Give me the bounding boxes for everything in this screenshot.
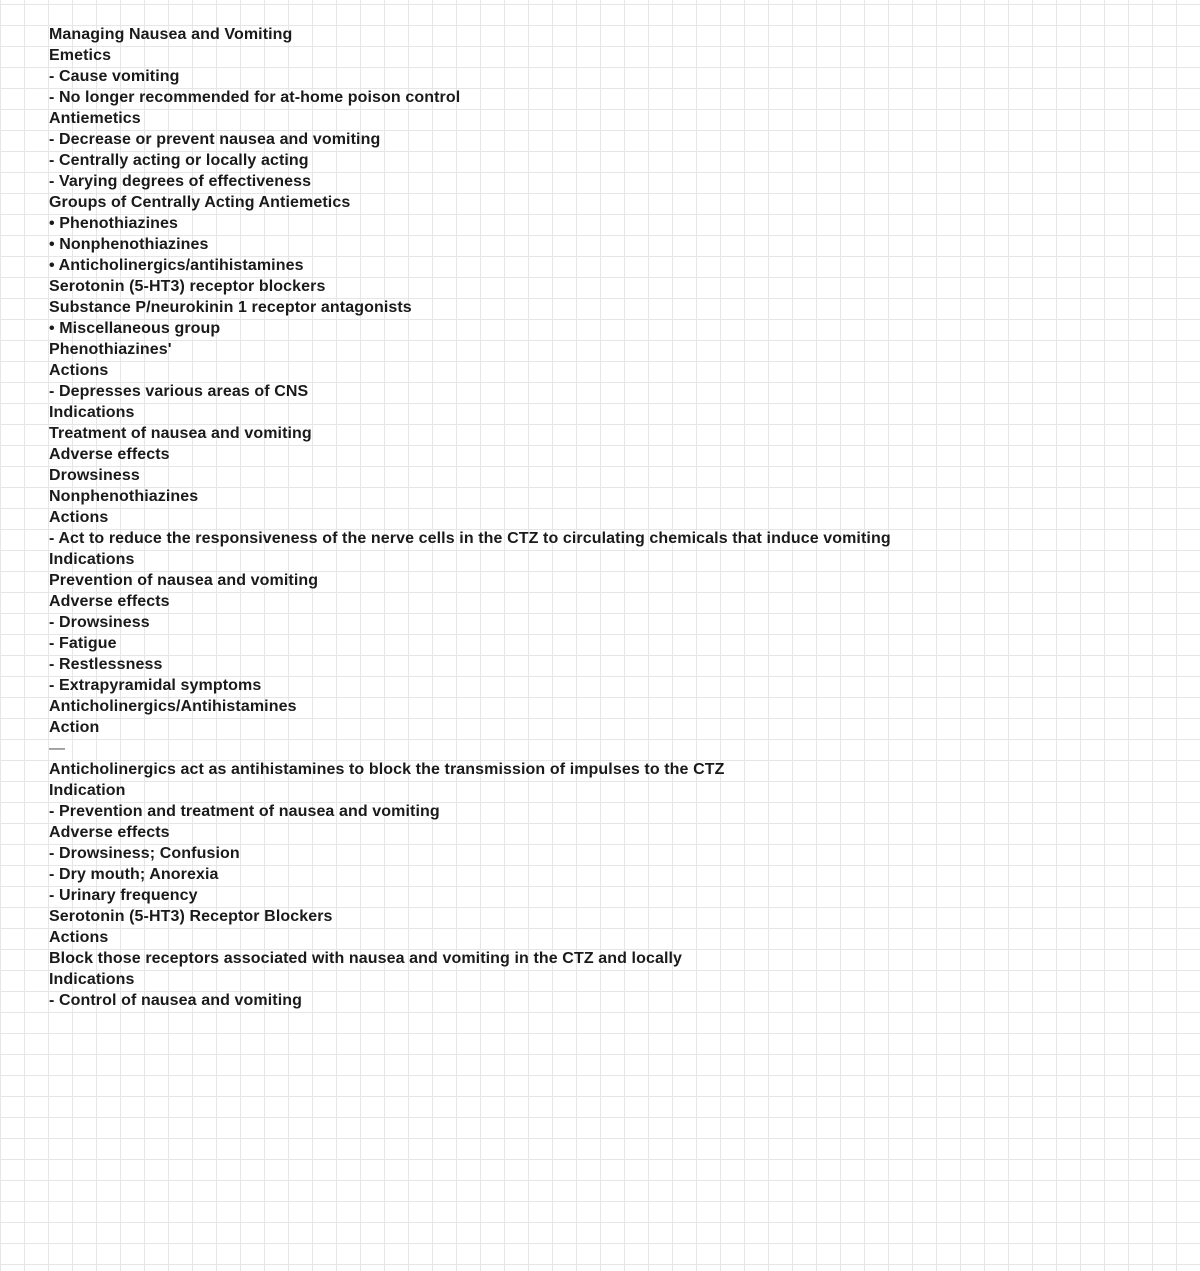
note-heading: Serotonin (5-HT3) Receptor Blockers xyxy=(49,908,333,925)
note-subheading: Indications xyxy=(49,404,135,421)
note-heading: Groups of Centrally Acting Antiemetics xyxy=(49,194,351,211)
note-subheading: Indications xyxy=(49,551,135,568)
note-bullet: - Control of nausea and vomiting xyxy=(49,992,302,1009)
note-line: Substance P/neurokinin 1 receptor antagonists xyxy=(49,299,412,316)
note-subheading: Indication xyxy=(49,782,126,799)
note-line: Anticholinergics act as antihistamines to block the transmission of impulses to the CTZ xyxy=(49,761,725,778)
note-bullet: - Urinary frequency xyxy=(49,887,198,904)
note-bullet: - Decrease or prevent nausea and vomiting xyxy=(49,131,381,148)
note-bullet: • Phenothiazines xyxy=(49,215,178,232)
note-bullet: - Cause vomiting xyxy=(49,68,180,85)
note-line: Serotonin (5-HT3) receptor blockers xyxy=(49,278,326,295)
note-heading: Phenothiazines' xyxy=(49,341,172,358)
note-title: Managing Nausea and Vomiting xyxy=(49,26,293,43)
note-heading: Emetics xyxy=(49,47,112,64)
note-bullet: - Drowsiness; Confusion xyxy=(49,845,240,862)
note-bullet: - Extrapyramidal symptoms xyxy=(49,677,262,694)
note-bullet: - Drowsiness xyxy=(49,614,150,631)
note-subheading: Action xyxy=(49,719,100,736)
note-subheading: Adverse effects xyxy=(49,593,170,610)
note-subheading: Actions xyxy=(49,509,109,526)
note-subheading: Actions xyxy=(49,929,109,946)
note-bullet: - Varying degrees of effectiveness xyxy=(49,173,312,190)
note-bullet: • Anticholinergics/antihistamines xyxy=(49,257,304,274)
note-subheading: Adverse effects xyxy=(49,446,170,463)
note-subheading: Actions xyxy=(49,362,109,379)
note-bullet: - Fatigue xyxy=(49,635,117,652)
note-bullet: - No longer recommended for at-home poison control xyxy=(49,89,461,106)
notes-page xyxy=(49,24,1169,1011)
note-bullet: - Restlessness xyxy=(49,656,163,673)
note-heading: Anticholinergics/Antihistamines xyxy=(49,698,297,715)
note-bullet: - Centrally acting or locally acting xyxy=(49,152,309,169)
note-subheading: Indications xyxy=(49,971,135,988)
note-bullet: - Dry mouth; Anorexia xyxy=(49,866,219,883)
note-line: Prevention of nausea and vomiting xyxy=(49,572,319,589)
note-heading: Antiemetics xyxy=(49,110,141,127)
note-heading: Nonphenothiazines xyxy=(49,488,199,505)
note-bullet: - Prevention and treatment of nausea and vomiting xyxy=(49,803,440,820)
note-bullet: - Act to reduce the responsiveness of the nerve cells in the CTZ to circulating chemicals that induce vomiting xyxy=(49,530,891,547)
note-line: Block those receptors associated with nausea and vomiting in the CTZ and locally xyxy=(49,950,683,967)
note-divider: — xyxy=(49,740,66,757)
note-bullet: • Nonphenothiazines xyxy=(49,236,209,253)
note-subheading: Adverse effects xyxy=(49,824,170,841)
note-line: Treatment of nausea and vomiting xyxy=(49,425,312,442)
note-bullet: - Depresses various areas of CNS xyxy=(49,383,309,400)
note-bullet: • Miscellaneous group xyxy=(49,320,221,337)
note-line: Drowsiness xyxy=(49,467,140,484)
